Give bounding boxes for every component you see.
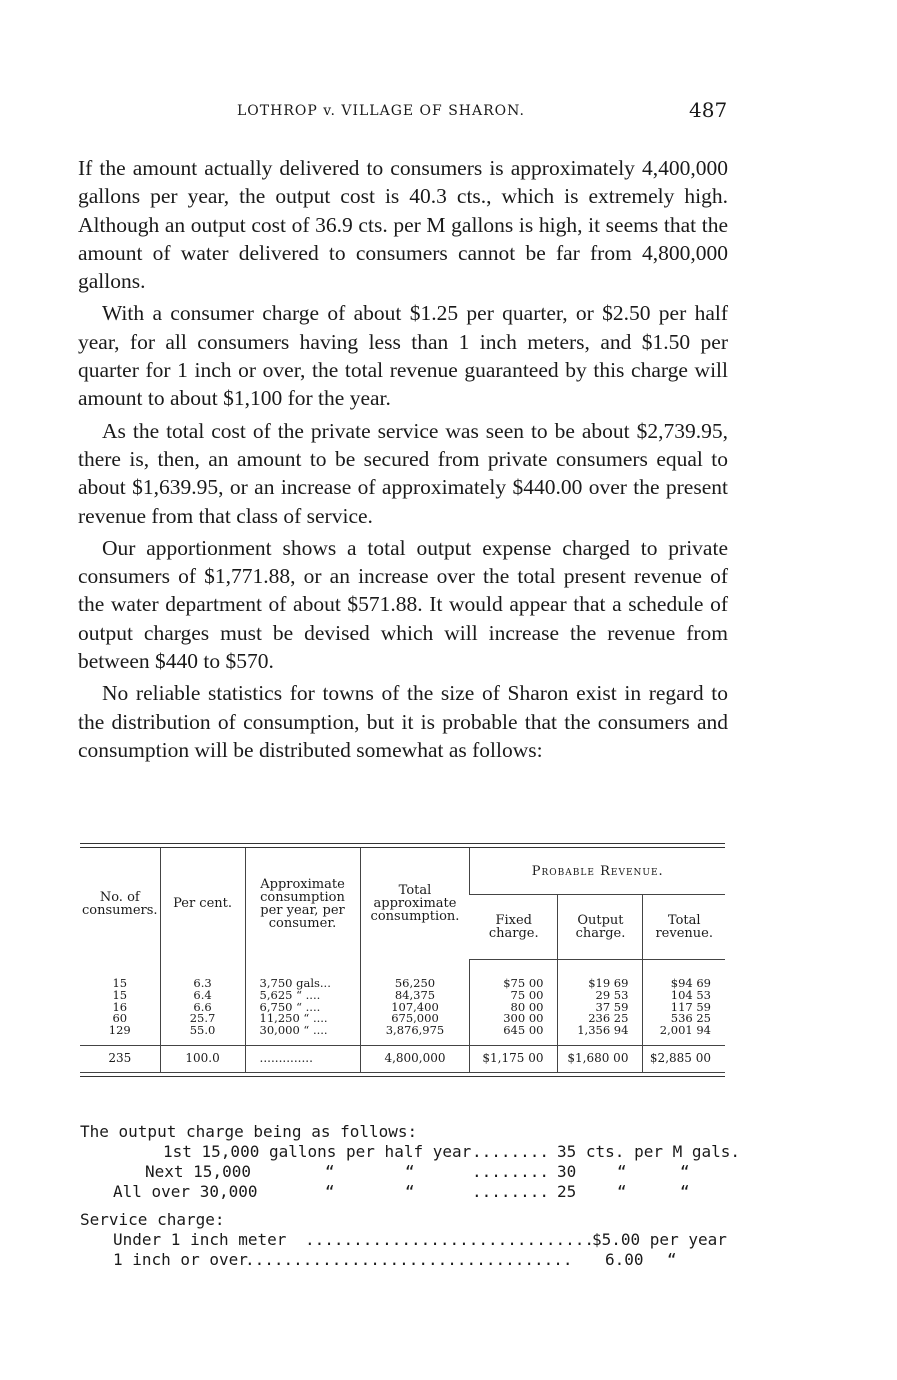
cell-consumers: 60 — [112, 1011, 128, 1026]
ditto-mark: “ — [325, 1162, 335, 1181]
cell-total: 2,001 94 — [643, 1025, 725, 1037]
output-charge-line-3-label: All over 30,000 — [113, 1182, 258, 1201]
header-total-approx: Total approximate consumption. — [360, 848, 470, 960]
cell-total-approx: 3,876,975 — [360, 1025, 470, 1037]
cell-total: 536 25 — [643, 1013, 725, 1025]
total-fixed: $1,175 00 — [470, 1045, 558, 1072]
service-charge-line-1-label: Under 1 inch meter — [113, 1230, 287, 1249]
output-charge-line-3-rate: 25 — [557, 1182, 577, 1201]
cell-percent: 25.7 — [160, 1013, 245, 1025]
cell-total-approx: 107,400 — [360, 1002, 470, 1014]
cell-total-approx: 56,250 — [360, 978, 470, 990]
cell-output: 29 53 — [558, 990, 643, 1002]
service-charge-line-2-dots: .................................. — [245, 1250, 573, 1269]
ditto-mark: “ — [667, 1250, 677, 1269]
total-revenue: $2,885 00 — [643, 1045, 725, 1072]
ditto-mark: “ — [680, 1182, 690, 1201]
cell-fixed: $75 00 — [470, 978, 558, 990]
total-output: $1,680 00 — [558, 1045, 643, 1072]
output-charge-line-1-dots: ........ — [472, 1142, 550, 1161]
ditto-mark: “ — [405, 1162, 415, 1181]
cell-total: 104 53 — [643, 990, 725, 1002]
cell-consumers: 15 — [112, 976, 128, 990]
cell-fixed: 300 00 — [470, 1013, 558, 1025]
header-consumers: No. of consumers. — [82, 889, 158, 918]
service-charge-line-2-label: 1 inch or over — [113, 1250, 248, 1269]
running-head: LOTHROP v. VILLAGE OF SHARON. — [237, 103, 525, 119]
table-row — [80, 1025, 725, 1037]
cell-fixed: 75 00 — [470, 990, 558, 1002]
revenue-table-block — [80, 843, 725, 1077]
header-fixed-charge: Fixed charge. — [470, 895, 558, 960]
cell-percent: 55.0 — [160, 1025, 245, 1037]
output-charge-line-2-label: Next 15,000 — [145, 1162, 251, 1181]
cell-total: 117 59 — [643, 1002, 725, 1014]
cell-total: $94 69 — [643, 978, 725, 990]
ditto-mark: “ — [325, 1182, 335, 1201]
ditto-mark: “ — [680, 1162, 690, 1181]
paragraph-2: With a consumer charge of about $1.25 per quarter, or $2.50 per half year, for all consumers having less than 1 inch meters, and $1.50 per quarter for 1 inch or over, the total revenue guaranteed by this charge will amount to about $1,100 for the year. — [78, 301, 728, 411]
cell-percent: 6.4 — [160, 990, 245, 1002]
cell-output: $19 69 — [558, 978, 643, 990]
header-output-charge: Output charge. — [558, 895, 643, 960]
cell-fixed: 80 00 — [470, 1002, 558, 1014]
output-charge-line-2-dots: ........ — [472, 1162, 550, 1181]
header-total-revenue: Total revenue. — [643, 895, 725, 960]
ditto-mark: “ — [405, 1182, 415, 1201]
output-charge-line-2-rate: 30 — [557, 1162, 577, 1181]
service-charge-title: Service charge: — [80, 1210, 225, 1229]
cell-consumers: 16 — [112, 999, 128, 1014]
total-percent: 100.0 — [160, 1045, 245, 1072]
total-approx: .............. — [245, 1045, 360, 1072]
body-text — [78, 154, 728, 764]
table-total-row — [80, 1045, 725, 1072]
paragraph-5: No reliable statistics for towns of the size of Sharon exist in regard to the distribution of consumption, but it is probable that the consumers and consumption will be distributed somewhat as follows: — [78, 681, 728, 762]
cell-total-approx: 84,375 — [360, 990, 470, 1002]
cell-consumers: 15 — [112, 987, 128, 1002]
paragraph-1: If the amount actually delivered to consumers is approximately 4,400,000 gallons per year, the output cost is 40.3 cts., which is extremely high. Although an output cost of 36.9 cts. per M gallons is high, it seems that the amount of water delivered to consumers cannot be far from 4,800,000 gallons. — [78, 156, 728, 294]
header-percent: Per cent. — [160, 848, 245, 960]
paragraph-3: As the total cost of the private service was seen to be about $2,739.95, there is, then, an amount to be secured from private consumers equal to about $1,639.95, or an increase of approximately $440.00 over the present revenue from that class of service. — [78, 418, 728, 528]
cell-fixed: 645 00 — [470, 1025, 558, 1037]
header-probable-revenue: Probable Revenue. — [470, 848, 725, 895]
cell-percent: 6.3 — [160, 978, 245, 990]
paragraph-4: Our apportionment shows a total output expense charged to private consumers of $1,771.88, or an increase over the total present revenue of the water department of about $571.88. It would appear that a schedule of output charges must be devised which will increase the revenue from between $440 to $570. — [78, 535, 728, 674]
header-approx-consumption: Approximate consumption per year, per consumer. — [245, 848, 360, 960]
service-charge-line-2-amount: 6.00 — [605, 1250, 644, 1269]
cell-percent: 6.6 — [160, 1002, 245, 1014]
total-consumption: 4,800,000 — [360, 1045, 470, 1072]
output-charge-line-1-label: 1st 15,000 gallons per half year — [163, 1142, 472, 1161]
cell-consumers: 129 — [108, 1023, 131, 1038]
output-charge-line-1-rate: 35 cts. per M gals. — [557, 1142, 741, 1161]
cell-approx: 5,625 “ .... — [245, 990, 360, 1002]
cell-approx: 11,250 “ .... — [245, 1013, 360, 1025]
revenue-table — [80, 848, 725, 1073]
output-charge-line-3-dots: ........ — [472, 1182, 550, 1201]
cell-approx: 3,750 gals... — [245, 978, 360, 990]
cell-approx: 30,000 “ .... — [245, 1025, 360, 1037]
service-charge-line-1-dots: .............................. — [305, 1230, 594, 1249]
total-consumers: 235 — [80, 1045, 160, 1072]
table-bottom-rule — [80, 1076, 725, 1077]
ditto-mark: “ — [617, 1162, 627, 1181]
cell-total-approx: 675,000 — [360, 1013, 470, 1025]
cell-approx: 6,750 “ .... — [245, 1002, 360, 1014]
output-charge-title: The output charge being as follows: — [80, 1122, 418, 1141]
ditto-mark: “ — [617, 1182, 627, 1201]
cell-output: 1,356 94 — [558, 1025, 643, 1037]
page-number: 487 — [689, 98, 728, 122]
cell-output: 37 59 — [558, 1002, 643, 1014]
service-charge-line-1-amount: $5.00 per year — [592, 1230, 727, 1249]
cell-output: 236 25 — [558, 1013, 643, 1025]
